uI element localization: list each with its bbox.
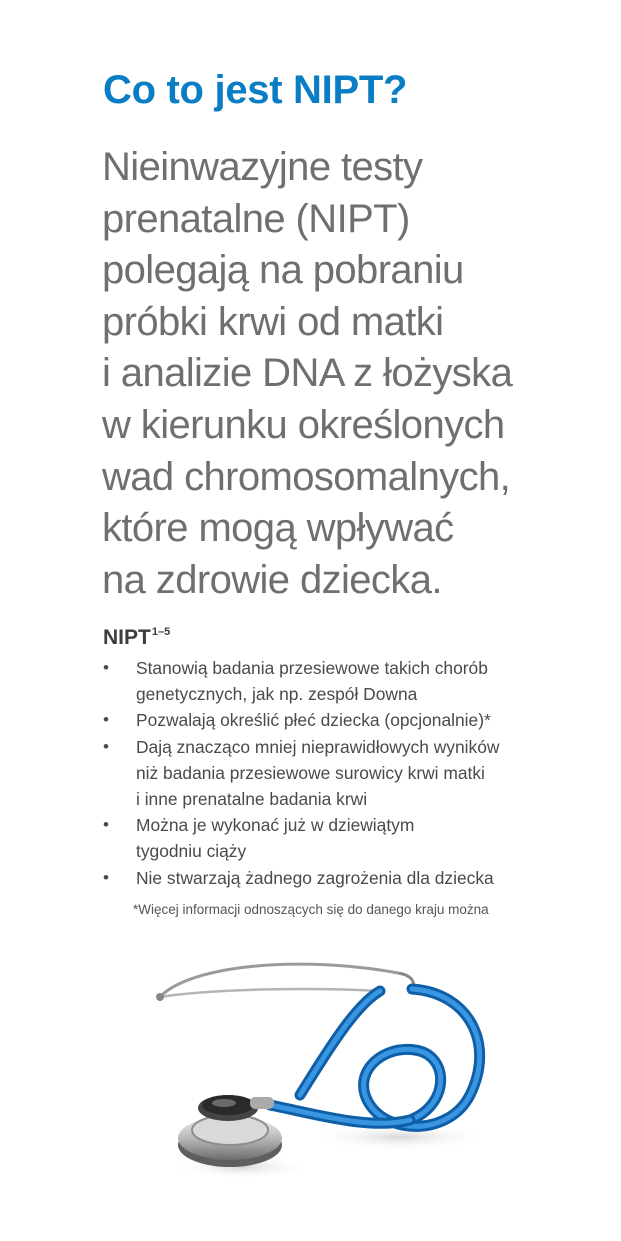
list-item-line: i inne prenatalne badania krwi	[136, 789, 368, 810]
list-item	[103, 734, 603, 813]
bullet-icon: •	[103, 815, 109, 835]
list-item-line: genetycznych, jak np. zespół Downa	[136, 684, 418, 705]
bullet-icon: •	[103, 710, 109, 730]
list-item	[103, 865, 603, 891]
list-item-line: Dają znacząco mniej nieprawidłowych wyników	[136, 736, 500, 757]
list-item-line: Nie stwarzają żadnego zagrożenia dla dziecka	[136, 867, 494, 888]
lead-line: próbki krwi od matki	[102, 299, 444, 344]
list-item-line: niż badania przesiewowe surowicy krwi matki	[136, 762, 485, 783]
lead-line: w kierunku określonych	[102, 402, 505, 447]
benefits-list	[103, 655, 603, 891]
list-item	[103, 655, 603, 707]
reference-superscript: 1–5	[151, 626, 171, 638]
stethoscope-icon	[150, 945, 510, 1185]
list-item	[103, 812, 603, 864]
bullet-icon: •	[103, 867, 109, 887]
list-item-line: Pozwalają określić płeć dziecka (opcjonalnie)*	[136, 710, 491, 731]
lead-line: polegają na pobraniu	[102, 248, 464, 293]
bullet-icon: •	[103, 736, 109, 756]
list-item-line: Można je wykonać już w dziewiątym	[136, 815, 415, 836]
list-item-line: tygodniu ciąży	[136, 841, 247, 862]
lead-line: wad chromosomalnych,	[102, 454, 511, 499]
section-heading-text: NIPT	[103, 626, 151, 649]
footnote: *Więcej informacji odnoszących się do danego kraju można	[133, 902, 489, 917]
lead-line: które mogą wpływać	[102, 506, 454, 551]
list-item	[103, 707, 603, 733]
lead-line: na zdrowie dziecka.	[102, 557, 442, 602]
page-title: Co to jest NIPT?	[103, 68, 408, 112]
list-item-line: Stanowią badania przesiewowe takich chorób	[136, 658, 488, 678]
lead-line: prenatalne (NIPT)	[102, 196, 410, 241]
lead-line: Nieinwazyjne testy	[102, 145, 423, 189]
lead-line: i analizie DNA z łożyska	[102, 351, 513, 396]
lead-paragraph	[102, 142, 602, 606]
section-heading	[103, 626, 170, 650]
bullet-icon: •	[103, 658, 109, 677]
